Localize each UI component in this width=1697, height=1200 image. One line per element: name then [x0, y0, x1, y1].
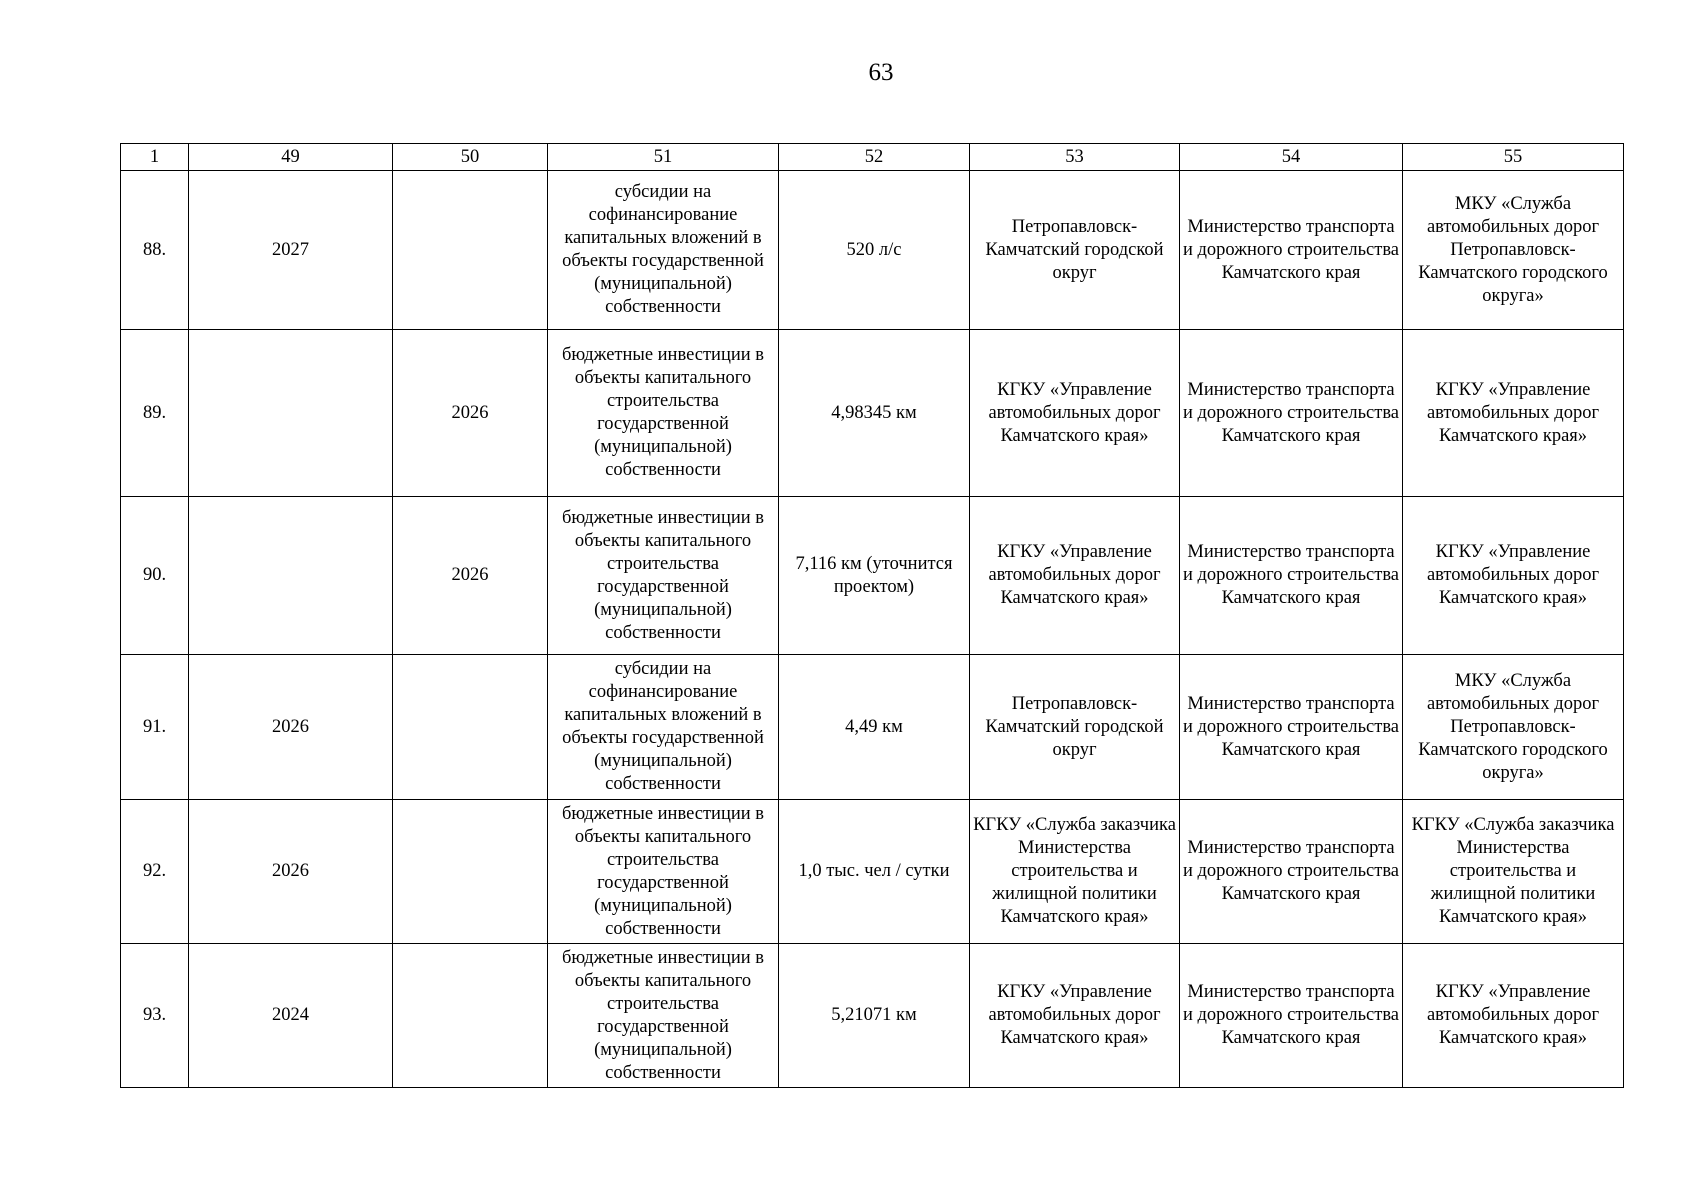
- table-row: [121, 800, 1624, 944]
- table-cell: бюджетные инвестиции в объекты капитального строительства государственной (муниципальной) собственности: [548, 800, 779, 944]
- table-cell: [393, 171, 548, 330]
- table-row: [121, 655, 1624, 800]
- table-cell: Министерство транспорта и дорожного строительства Камчатского края: [1180, 330, 1403, 497]
- table-cell: 2026: [393, 497, 548, 655]
- table-cell: КГКУ «Управление автомобильных дорог Камчатского края»: [970, 497, 1180, 655]
- column-header: 55: [1403, 144, 1624, 171]
- table-cell: КГКУ «Управление автомобильных дорог Камчатского края»: [970, 330, 1180, 497]
- row-number-cell: 89.: [121, 330, 189, 497]
- table-cell: [393, 655, 548, 800]
- column-header: 53: [970, 144, 1180, 171]
- table-cell: КГКУ «Служба заказчика Министерства строительства и жилищной политики Камчатского края»: [1403, 800, 1624, 944]
- row-number-cell: 93.: [121, 944, 189, 1088]
- table-cell: 2026: [189, 800, 393, 944]
- table-cell: Министерство транспорта и дорожного строительства Камчатского края: [1180, 800, 1403, 944]
- column-header: 1: [121, 144, 189, 171]
- column-header: 49: [189, 144, 393, 171]
- data-table: [120, 143, 1624, 1088]
- table-row: [121, 944, 1624, 1088]
- row-number-cell: 92.: [121, 800, 189, 944]
- table-cell: 2024: [189, 944, 393, 1088]
- table-cell: [393, 800, 548, 944]
- table-row: [121, 171, 1624, 330]
- row-number-cell: 88.: [121, 171, 189, 330]
- column-header: 54: [1180, 144, 1403, 171]
- table-cell: 7,116 км (уточнится проектом): [779, 497, 970, 655]
- table-cell: [393, 944, 548, 1088]
- table-cell: 4,98345 км: [779, 330, 970, 497]
- table-cell: 2026: [393, 330, 548, 497]
- table-cell: 2027: [189, 171, 393, 330]
- table-cell: КГКУ «Управление автомобильных дорог Камчатского края»: [970, 944, 1180, 1088]
- table-cell: КГКУ «Управление автомобильных дорог Камчатского края»: [1403, 944, 1624, 1088]
- table-cell: 4,49 км: [779, 655, 970, 800]
- table-cell: МКУ «Служба автомобильных дорог Петропавловск-Камчатского городского округа»: [1403, 655, 1624, 800]
- table-cell: [189, 497, 393, 655]
- table-cell: МКУ «Служба автомобильных дорог Петропавловск-Камчатского городского округа»: [1403, 171, 1624, 330]
- table-cell: субсидии на софинансирование капитальных вложений в объекты государственной (муниципальной) собственности: [548, 655, 779, 800]
- table-cell: Петропавловск-Камчатский городской округ: [970, 171, 1180, 330]
- table-row: [121, 330, 1624, 497]
- table-cell: [189, 330, 393, 497]
- table-cell: 2026: [189, 655, 393, 800]
- table-cell: Министерство транспорта и дорожного строительства Камчатского края: [1180, 497, 1403, 655]
- row-number-cell: 90.: [121, 497, 189, 655]
- table-cell: 520 л/с: [779, 171, 970, 330]
- column-header: 50: [393, 144, 548, 171]
- table-cell: Петропавловск-Камчатский городской округ: [970, 655, 1180, 800]
- table-cell: субсидии на софинансирование капитальных вложений в объекты государственной (муниципальной) собственности: [548, 171, 779, 330]
- table-cell: КГКУ «Служба заказчика Министерства строительства и жилищной политики Камчатского края»: [970, 800, 1180, 944]
- table-cell: 1,0 тыс. чел / сутки: [779, 800, 970, 944]
- table-cell: Министерство транспорта и дорожного строительства Камчатского края: [1180, 944, 1403, 1088]
- table-cell: Министерство транспорта и дорожного строительства Камчатского края: [1180, 171, 1403, 330]
- table-cell: КГКУ «Управление автомобильных дорог Камчатского края»: [1403, 497, 1624, 655]
- table-cell: бюджетные инвестиции в объекты капитального строительства государственной (муниципальной) собственности: [548, 944, 779, 1088]
- column-header: 52: [779, 144, 970, 171]
- table-cell: бюджетные инвестиции в объекты капитального строительства государственной (муниципальной) собственности: [548, 330, 779, 497]
- table-cell: 5,21071 км: [779, 944, 970, 1088]
- table-cell: бюджетные инвестиции в объекты капитального строительства государственной (муниципальной) собственности: [548, 497, 779, 655]
- row-number-cell: 91.: [121, 655, 189, 800]
- table-cell: Министерство транспорта и дорожного строительства Камчатского края: [1180, 655, 1403, 800]
- column-header: 51: [548, 144, 779, 171]
- table-cell: КГКУ «Управление автомобильных дорог Камчатского края»: [1403, 330, 1624, 497]
- table-row: [121, 497, 1624, 655]
- page-number: 63: [868, 59, 894, 86]
- table-header-row: [121, 144, 1624, 171]
